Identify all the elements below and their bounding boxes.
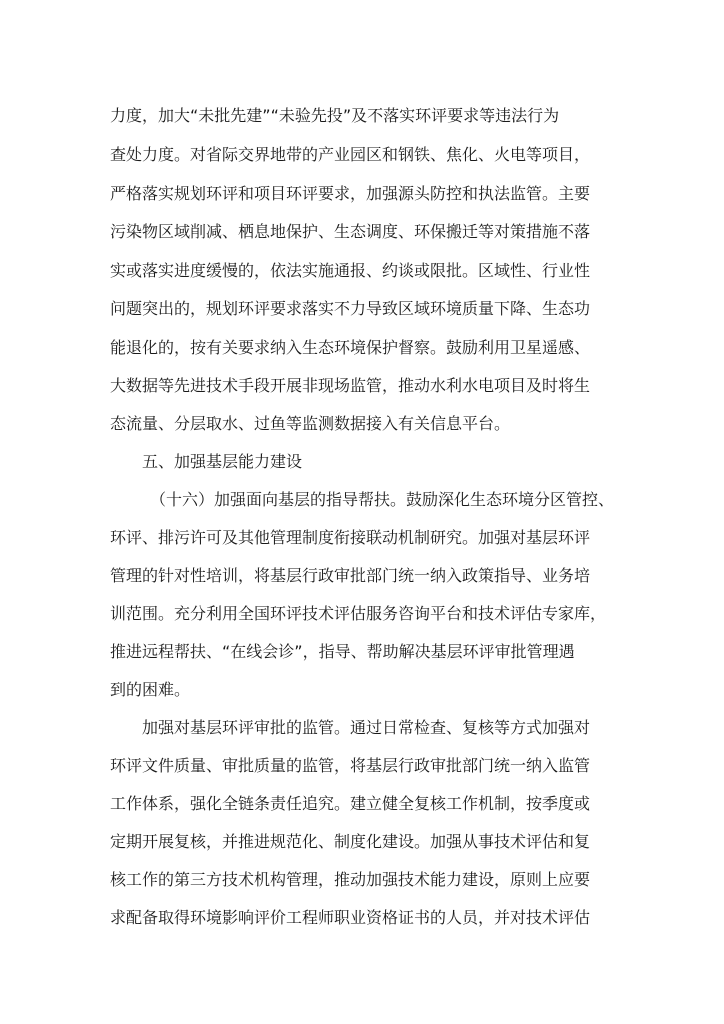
paragraph-line: 污染物区域削减、栖息地保护、生态调度、环保搬迁等对策措施不落 [110,222,591,241]
paragraph-line: （十六）加强面向基层的指导帮扶。鼓励深化生态环境分区管控、 [150,490,615,509]
paragraph-line: 态流量、分层取水、过鱼等监测数据接入有关信息平台。 [110,414,511,433]
paragraph-line: 推进远程帮扶、“在线会诊”，指导、帮助解决基层环评审批管理遇 [110,642,575,661]
section-heading: 五、加强基层能力建设 [142,452,303,471]
paragraph-line: 核工作的第三方技术机构管理，推动加强技术能力建设，原则上应要 [110,870,591,889]
paragraph-line: 查处力度。对省际交界地带的产业园区和钢铁、焦化、火电等项目， [110,145,591,164]
paragraph-line: 大数据等先进技术手段开展非现场监管，推动水利水电项目及时将生 [110,376,591,395]
paragraph-line: 加强对基层环评审批的监管。通过日常检查、复核等方式加强对 [142,718,591,737]
paragraph-line: 严格落实规划环评和项目环评要求，加强源头防控和执法监管。主要 [110,184,591,203]
paragraph-line: 工作体系，强化全链条责任追究。建立健全复核工作机制，按季度或 [110,794,591,813]
paragraph-line: 定期开展复核，并推进规范化、制度化建设。加强从事技术评估和复 [110,832,591,851]
paragraph-line: 能退化的，按有关要求纳入生态环境保护督察。鼓励利用卫星遥感、 [110,338,591,357]
paragraph-line: 力度，加大“未批先建”“未验先投”及不落实环评要求等违法行为 [110,106,560,125]
paragraph-line: 求配备取得环境影响评价工程师职业资格证书的人员，并对技术评估 [110,908,591,927]
paragraph-line: 管理的针对性培训，将基层行政审批部门统一纳入政策指导、业务培 [110,566,591,585]
paragraph-line: 到的困难。 [110,680,191,699]
paragraph-line: 问题突出的，规划环评要求落实不力导致区域环境质量下降、生态功 [110,299,591,318]
paragraph-line: 实或落实进度缓慢的，依法实施通报、约谈或限批。区域性、行业性 [110,261,591,280]
paragraph-line: 环评文件质量、审批质量的监管，将基层行政审批部门统一纳入监管 [110,756,591,775]
paragraph-line: 环评、排污许可及其他管理制度衔接联动机制研究。加强对基层环评 [110,528,591,547]
paragraph-line: 训范围。充分利用全国环评技术评估服务咨询平台和技术评估专家库， [110,604,607,623]
